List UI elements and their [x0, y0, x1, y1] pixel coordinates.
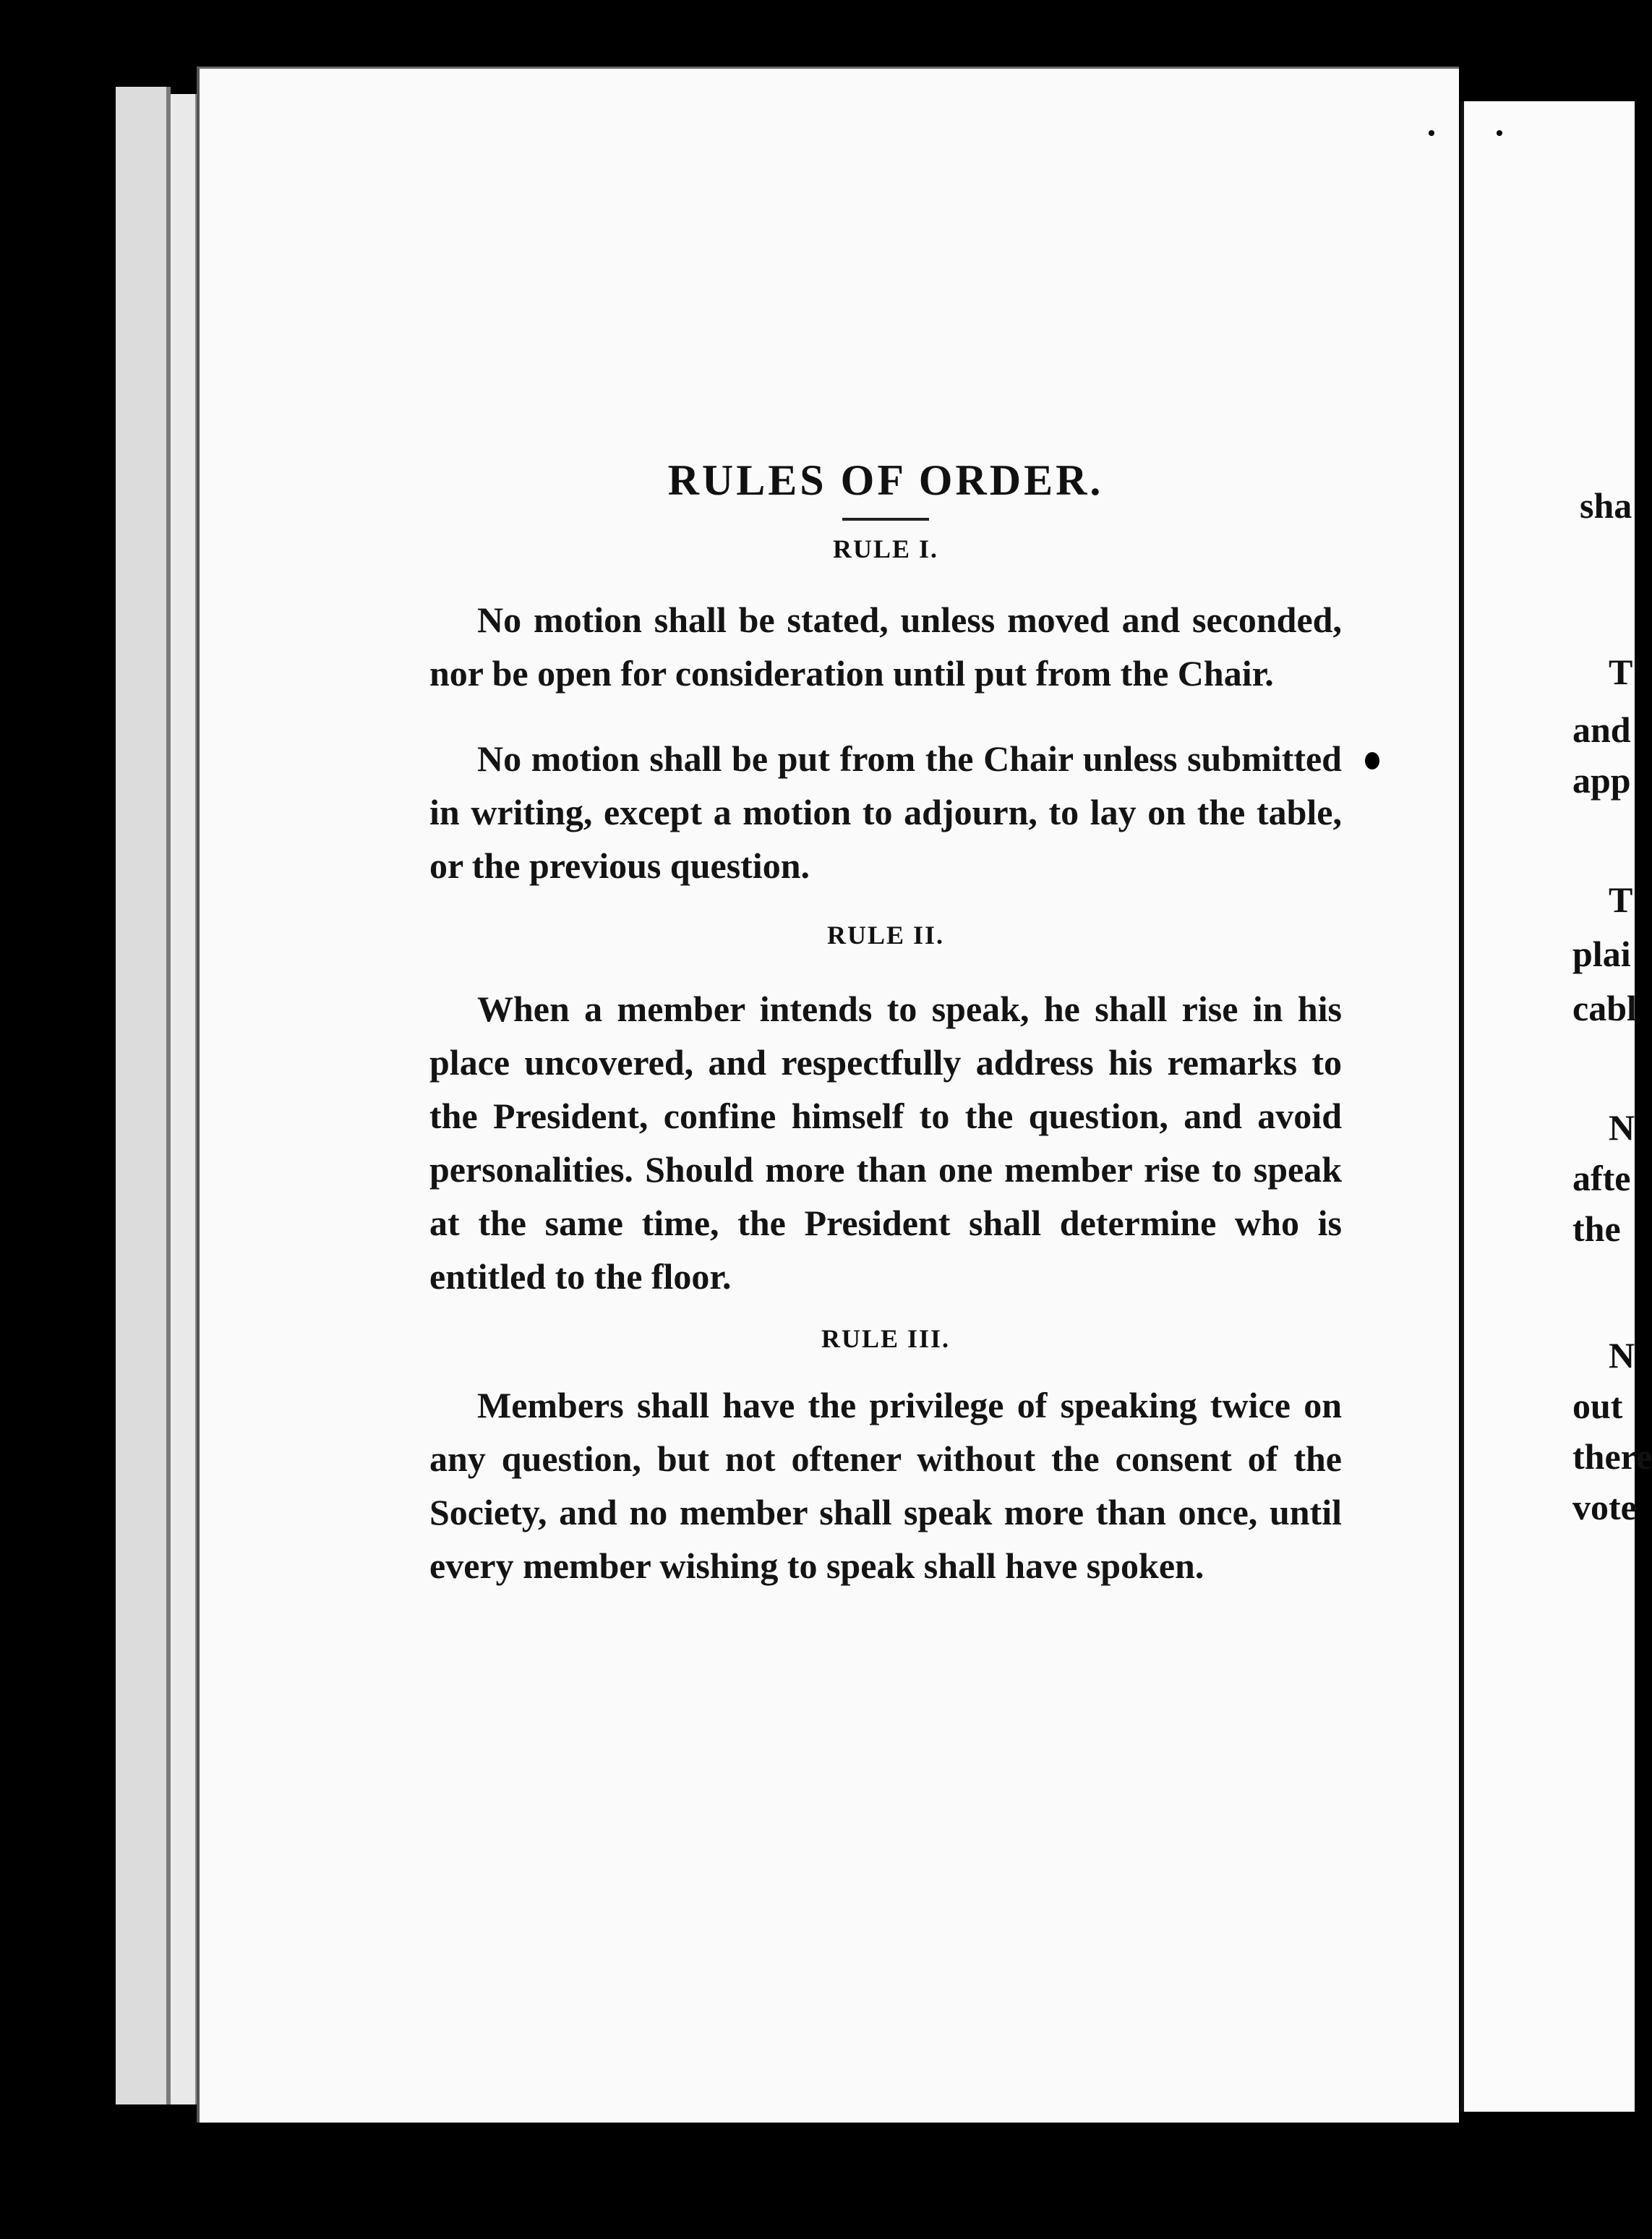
right-page-fragment: T [1609, 879, 1633, 920]
right-page-fragment: T [1609, 652, 1633, 692]
right-page-fragment: afte [1572, 1158, 1631, 1198]
right-page-fragment: there [1572, 1436, 1652, 1477]
rule-heading: RULE I. [832, 534, 939, 563]
right-page-fragment: out [1572, 1386, 1623, 1426]
right-page-fragment: plai [1572, 934, 1631, 974]
ink-spot [1365, 752, 1379, 769]
right-page-fragment: N [1609, 1107, 1635, 1148]
right-page-fragment: vote [1572, 1487, 1637, 1527]
right-page-fragment: app [1572, 760, 1631, 801]
rule-paragraph: When a member intends to speak, he shall rise in his place uncovered, and respectfully address his remarks to the President, confine himself to the question, and avoid personalities. Should more than one member rise to speak at the same time, the President shall determine who is entitled to the floor. [429, 989, 1342, 1297]
rule-paragraph: No motion shall be put from the Chair unless submitted in writing, except a motion to adjourn, to lay on the table, or the previous question. [429, 738, 1342, 886]
right-facing-page [1460, 101, 1652, 2112]
page-title: RULES OF ORDER. [667, 456, 1104, 504]
page-body [429, 456, 1342, 1592]
book-edge-inner [171, 94, 197, 2104]
rule-paragraph: Members shall have the privilege of speaking twice on any question, but not oftener without the consent of the Society, and no member shall speak more than once, until every member wishing to speak shall have spoken. [429, 1385, 1342, 1586]
rule-heading: RULE II. [826, 921, 945, 950]
right-page-fragment: cabl [1572, 988, 1637, 1028]
ink-spot [1497, 130, 1502, 136]
rule-heading: RULE III. [821, 1324, 951, 1353]
right-page-fragment: the [1572, 1208, 1621, 1249]
right-page-fragment: N [1609, 1335, 1635, 1376]
book-edge [116, 87, 171, 2104]
title-rule [842, 518, 929, 521]
right-page-fragment: and [1572, 709, 1631, 750]
ink-spot [1429, 130, 1434, 136]
right-page-fragment: sha [1580, 485, 1632, 526]
rule-paragraph: No motion shall be stated, unless moved and seconded, nor be open for consideration until put from the Chair. [429, 600, 1342, 694]
